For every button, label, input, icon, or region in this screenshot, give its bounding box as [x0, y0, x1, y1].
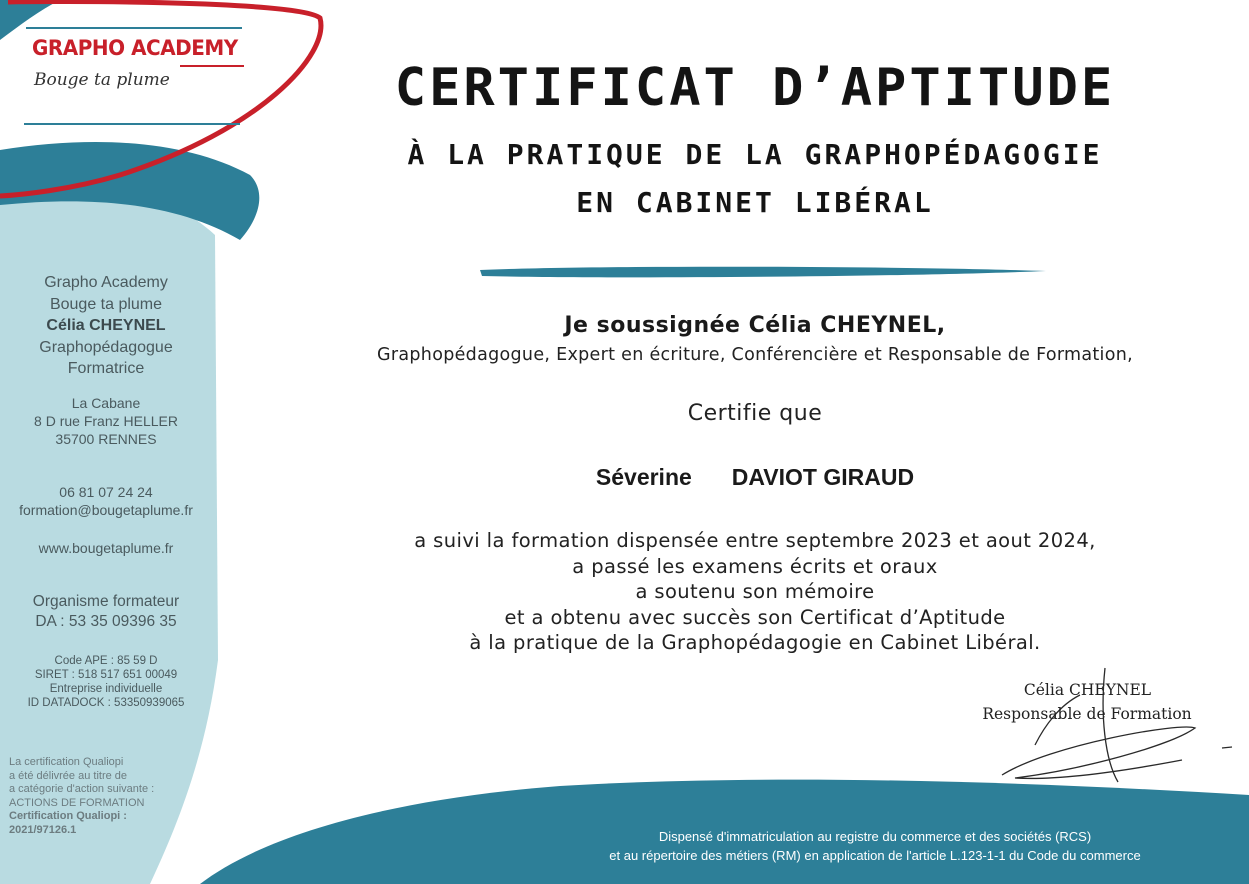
certifies-text: Certifie que: [687, 401, 823, 426]
certificate-subtitle: EN CABINET LIBÉRAL: [576, 186, 934, 219]
website-url: www.bougetaplume.fr: [38, 540, 174, 556]
legal-line: SIRET : 518 517 651 00049: [34, 669, 178, 681]
sidebar-organisme: [0, 592, 212, 632]
recipient-name: [240, 464, 1249, 491]
sidebar-website: [0, 539, 212, 557]
body-line: a suivi la formation dispensée entre septembre 2023 et aout 2024,: [414, 529, 1096, 552]
organisme-line: Organisme formateur: [32, 593, 180, 610]
sidebar-org-line: Formatrice: [67, 360, 145, 377]
certificate-title: CERTIFICAT D’APTITUDE: [394, 58, 1116, 118]
recipient-first-name: Séverine: [595, 464, 692, 490]
corner-top: [0, 0, 60, 40]
organisme-line: DA : 53 35 09396 35: [35, 613, 177, 630]
signature-role: Responsable de Formation: [982, 705, 1192, 723]
sidebar-org-line: Grapho Academy: [44, 274, 168, 291]
signature-name: Célia CHEYNEL: [1023, 681, 1152, 699]
phone-number: 06 81 07 24 24: [59, 484, 153, 500]
address-line: La Cabane: [71, 395, 141, 411]
logo-tagline: Bouge ta plume: [34, 70, 170, 90]
body-line: et a obtenu avec succès son Certificat d’Aptitude: [504, 605, 1006, 629]
sidebar-org-name: Célia CHEYNEL: [46, 317, 166, 334]
sidebar-contact: [0, 483, 212, 519]
qualiopi-line: a catégorie d'action suivante :: [9, 783, 155, 796]
sidebar-legal: [0, 654, 212, 710]
signer-intro: Je soussignée Célia CHEYNEL,: [564, 313, 946, 338]
body-line: a passé les examens écrits et oraux: [572, 554, 938, 578]
legal-line: Code APE : 85 59 D: [54, 655, 158, 667]
sidebar-organization: [0, 272, 212, 380]
certificate-subtitle: À LA PRATIQUE DE LA GRAPHOPÉDAGOGIE: [407, 138, 1103, 171]
legal-line: Entreprise individuelle: [49, 683, 163, 695]
logo-brand: GRAPHO ACADEMY: [32, 36, 238, 60]
signer-roles: Graphopédagogue, Expert en écriture, Conférencière et Responsable de Formation,: [377, 345, 1133, 365]
qualiopi-line: a été délivrée au titre de: [9, 769, 128, 782]
certificate-body: [240, 528, 1249, 656]
address-line: 8 D rue Franz HELLER: [34, 413, 178, 429]
address-line: 35700 RENNES: [55, 431, 157, 447]
qualiopi-line: La certification Qualiopi: [9, 756, 124, 768]
qualiopi-number: 2021/97126.1: [9, 823, 77, 836]
footer-line: Dispensé d'immatriculation au registre du commerce et des sociétés (RCS): [658, 829, 1092, 844]
qualiopi-note: [9, 756, 209, 838]
footer-legal-note: [540, 827, 1210, 865]
legal-line: ID DATADOCK : 53350939065: [27, 697, 185, 709]
body-line: a soutenu son mémoire: [635, 580, 875, 603]
title-divider: [480, 267, 1046, 278]
qualiopi-line: ACTIONS DE FORMATION: [9, 796, 145, 809]
sidebar-address: [0, 394, 212, 448]
sidebar-org-line: Graphopédagogue: [39, 338, 173, 356]
sidebar-org-line: Bouge ta plume: [49, 295, 163, 313]
footer-line: et au répertoire des métiers (RM) en application de l'article L.123-1-1 du Code du commerce: [609, 848, 1141, 863]
recipient-last-name: DAVIOT GIRAUD: [731, 464, 915, 490]
email-address: formation@bougetaplume.fr: [19, 502, 193, 518]
qualiopi-line: Certification Qualiopi :: [9, 810, 127, 823]
body-line: à la pratique de la Graphopédagogie en Cabinet Libéral.: [469, 631, 1041, 654]
